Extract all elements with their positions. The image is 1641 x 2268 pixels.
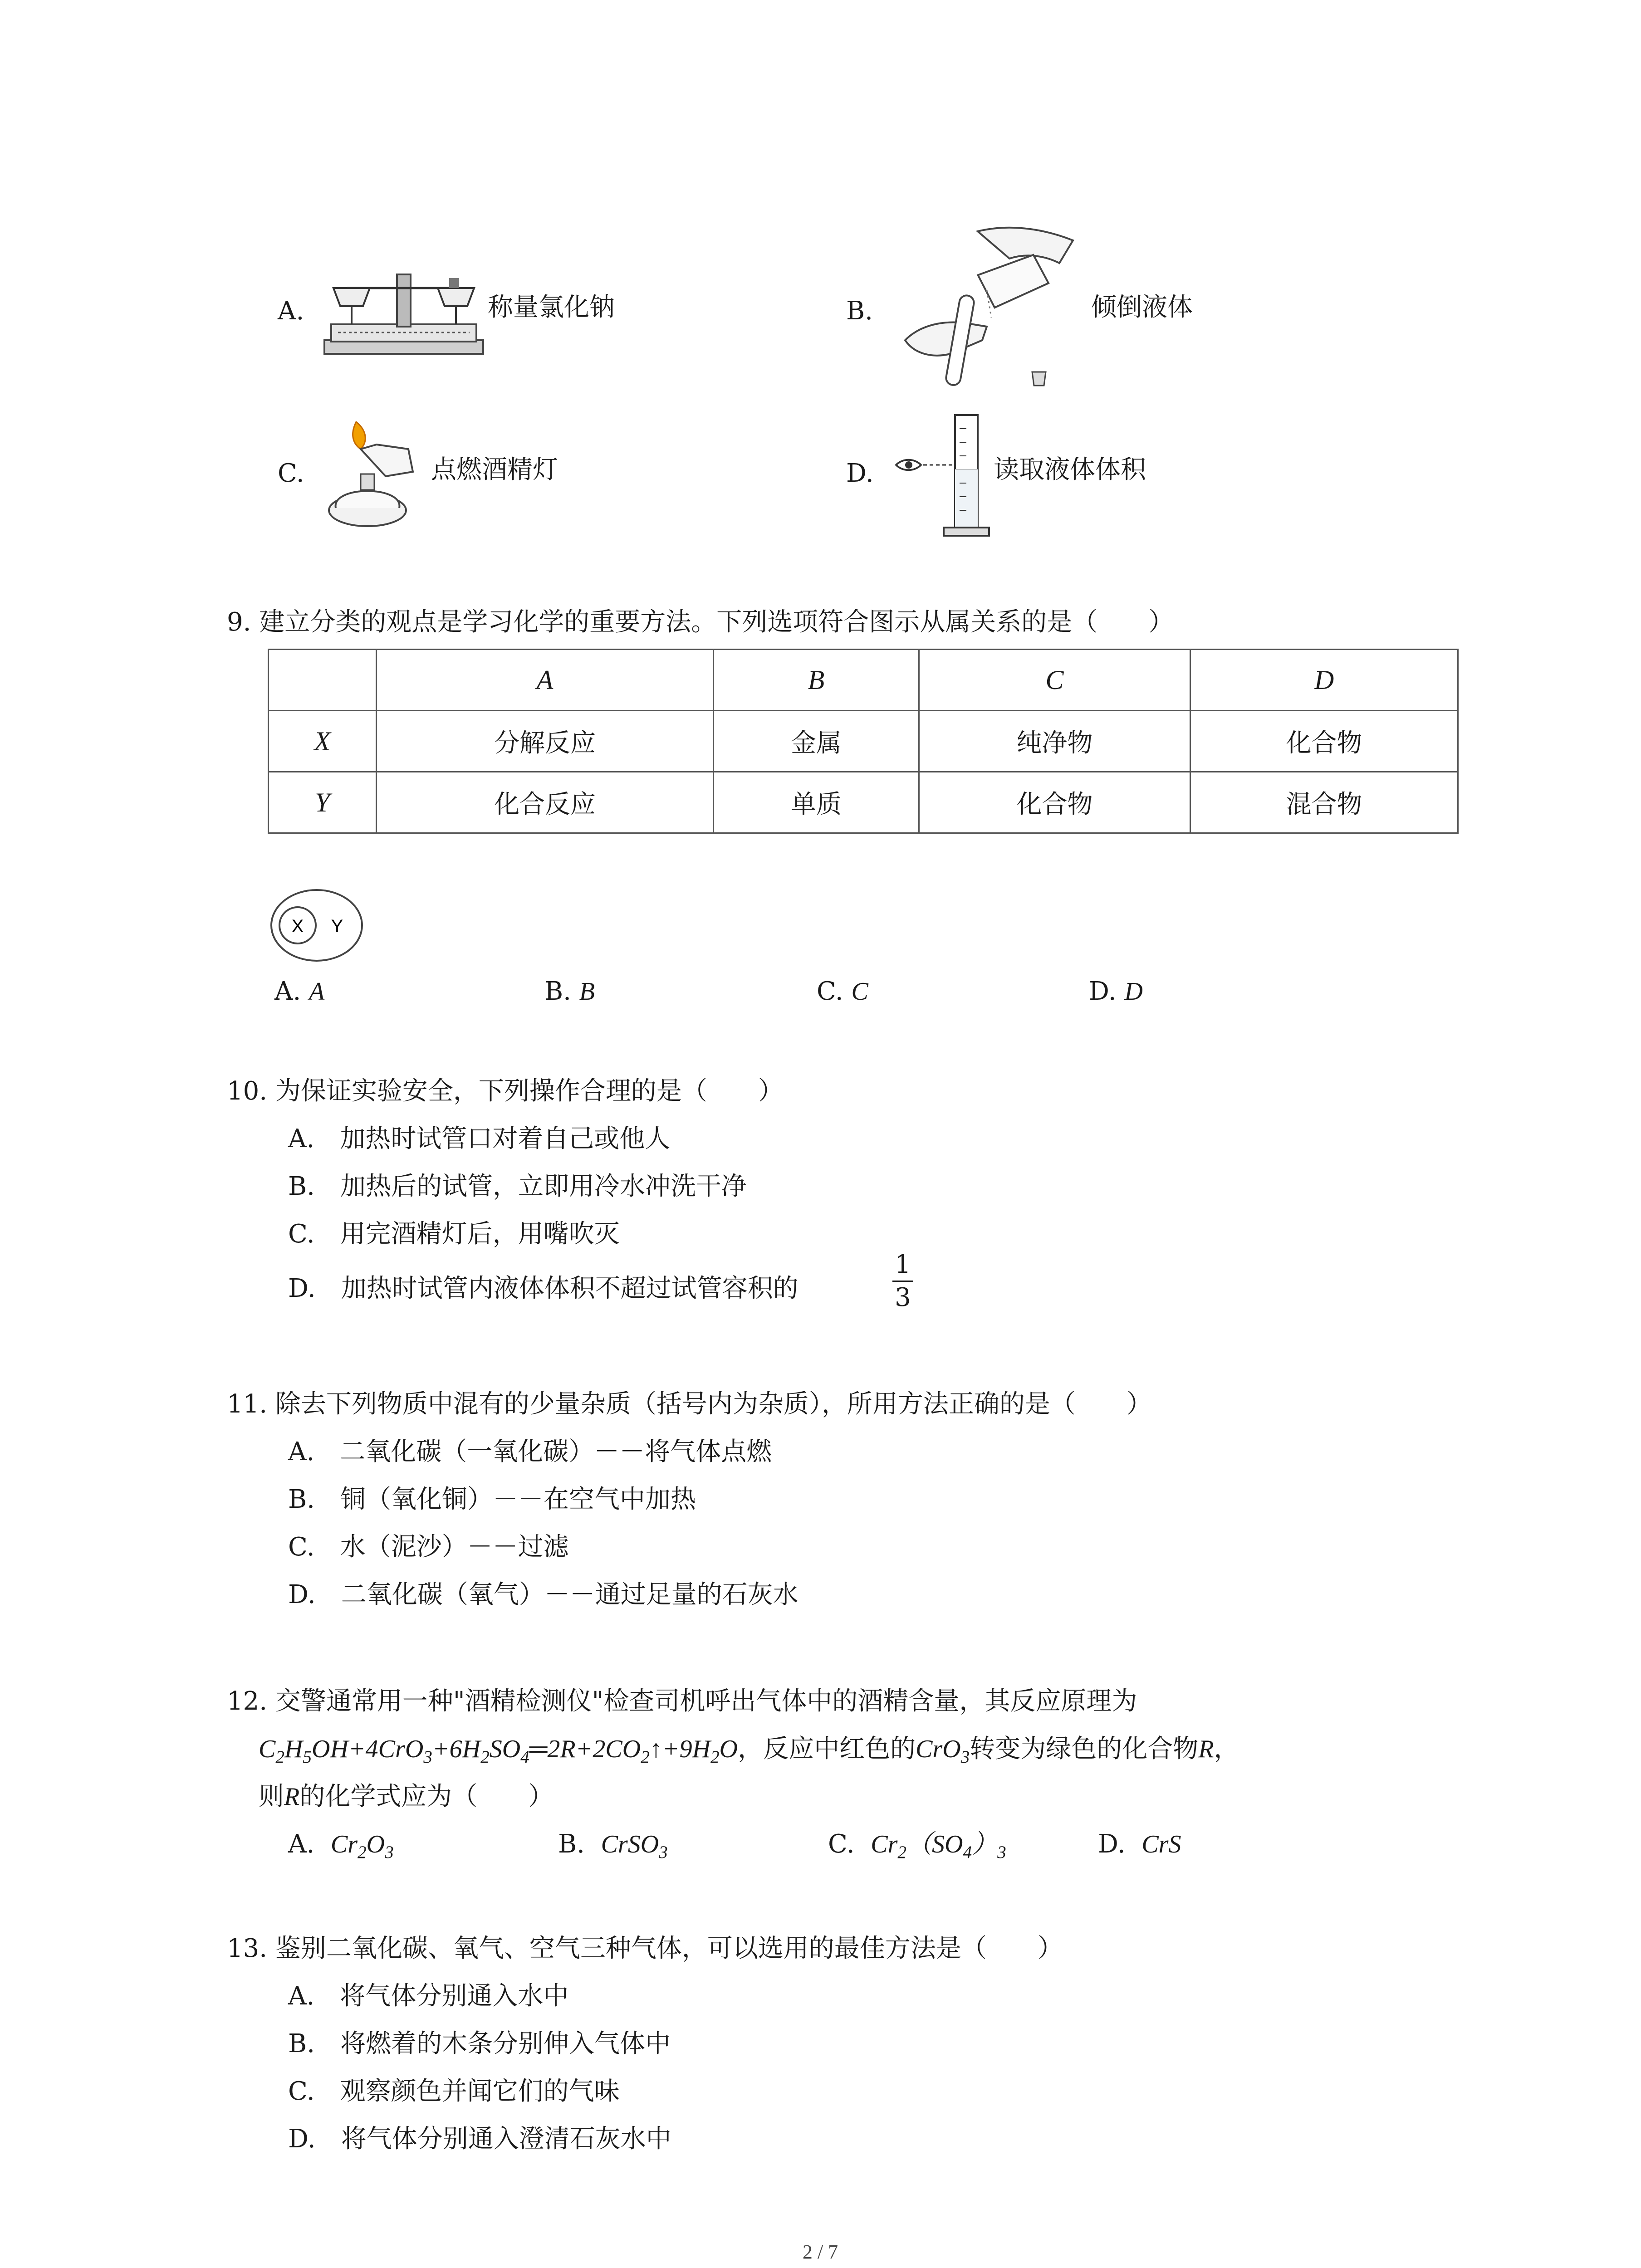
stem-text: 则 — [259, 1782, 284, 1811]
q9-option-a — [274, 975, 324, 1008]
table-row — [269, 711, 1458, 772]
table-cell: 分解反应 — [377, 711, 714, 772]
q13-stem: 13. 鉴别二氧化碳、氧气、空气三种气体，可以选用的最佳方法是（ ） — [227, 1934, 1063, 1963]
q13-option-b: B. 将燃着的木条分别伸入气体中 — [288, 2029, 671, 2058]
q12-option-c — [828, 1828, 1006, 1861]
option-letter: B. — [544, 977, 571, 1006]
q9-option-b — [544, 975, 595, 1008]
table-header-c: C — [919, 650, 1190, 711]
q12-stem-line3 — [259, 1780, 554, 1813]
option-formula: CrSO$_3$ — [601, 1830, 668, 1862]
fraction-numerator: 1 — [895, 1250, 911, 1279]
pouring-liquid-icon — [896, 222, 1087, 404]
table-row — [269, 650, 1458, 711]
option-value: C — [851, 978, 868, 1006]
q12-option-b — [558, 1828, 668, 1861]
option-value: A — [309, 978, 325, 1006]
q11-option-c: C. 水（泥沙）－－过滤 — [288, 1532, 569, 1562]
table-header-a: A — [377, 650, 714, 711]
inner-label: X — [291, 916, 304, 936]
q12-option-d — [1098, 1828, 1181, 1861]
q10-stem: 10. 为保证实验安全，下列操作合理的是（ ） — [227, 1076, 784, 1106]
table-cell: 单质 — [714, 772, 919, 833]
table-row-label-x: X — [269, 711, 377, 772]
q13-option-c: C. 观察颜色并闻它们的气味 — [288, 2077, 620, 2106]
q11-option-b: B. 铜（氧化铜）－－在空气中加热 — [288, 1485, 696, 1514]
q9-option-c — [817, 975, 868, 1008]
option-letter: C. — [817, 977, 843, 1006]
table-cell — [269, 650, 377, 711]
q13-option-d: D. 将气体分别通入澄清石灰水中 — [288, 2124, 671, 2154]
fraction-denominator: 3 — [895, 1283, 911, 1312]
page-number: 2 / 7 — [802, 2241, 838, 2263]
option-letter: C. — [828, 1829, 855, 1859]
fraction-one-third — [892, 1250, 914, 1313]
reaction-equation: $C_2H_5OH+4CrO_3+6H_2SO_4═2R+2CO_2↑+9H_2O$ — [259, 1735, 738, 1767]
q10-option-a: A. 加热时试管口对着自己或他人 — [288, 1124, 671, 1154]
table-row — [269, 772, 1458, 833]
outer-label: Y — [331, 916, 343, 936]
formula-r: R — [284, 1783, 300, 1811]
option-letter: D. — [1098, 1829, 1126, 1859]
formula-cro3: CrO$_3$ — [916, 1735, 970, 1767]
q13-option-a: A. 将气体分别通入水中 — [288, 1981, 569, 2011]
q8-option-c-text: 点燃酒精灯 — [431, 455, 558, 484]
q10-option-c: C. 用完酒精灯后，用嘴吹灭 — [288, 1219, 620, 1249]
q8-option-d-letter: D. — [846, 459, 874, 488]
q8-option-a-text: 称量氯化钠 — [488, 293, 615, 322]
option-value: D — [1124, 978, 1143, 1006]
stem-text: ，反应中红色的 — [738, 1734, 916, 1764]
table-cell: 金属 — [714, 711, 919, 772]
balance-scale-icon — [320, 261, 488, 358]
q10-option-d: D. 加热时试管内液体体积不超过试管容积的 — [288, 1274, 798, 1303]
stem-text: ， — [1214, 1734, 1239, 1764]
option-letter: D. — [1089, 977, 1117, 1006]
alcohol-lamp-icon — [318, 417, 431, 531]
q9-classification-table — [268, 649, 1459, 834]
table-cell: 纯净物 — [919, 711, 1190, 772]
q8-option-d-text: 读取液体体积 — [994, 455, 1146, 484]
stem-text: 转变为绿色的化合物 — [970, 1734, 1199, 1764]
q11-option-d: D. 二氧化碳（氧气）－－通过足量的石灰水 — [288, 1580, 798, 1609]
q12-stem-line1: 12. 交警通常用一种"酒精检测仪"检查司机呼出气体中的酒精含量，其反应原理为 — [227, 1686, 1137, 1716]
option-value: B — [579, 978, 595, 1006]
formula-r: R — [1198, 1735, 1214, 1763]
option-letter: B. — [558, 1829, 585, 1859]
q8-option-a-letter: A. — [278, 296, 304, 326]
option-formula: $Cr_2O_3$ — [330, 1830, 394, 1862]
stem-text: 的化学式应为（ ） — [299, 1782, 554, 1811]
table-header-d: D — [1190, 650, 1458, 711]
table-cell: 混合物 — [1190, 772, 1458, 833]
q8-option-b-text: 倾倒液体 — [1091, 293, 1193, 322]
option-formula: CrS — [1141, 1830, 1181, 1858]
table-row-label-y: Y — [269, 772, 377, 833]
table-cell: 化合物 — [919, 772, 1190, 833]
q11-option-a: A. 二氧化碳（一氧化碳）－－将气体点燃 — [288, 1437, 772, 1466]
q12-stem-line2 — [259, 1733, 1239, 1765]
q11-stem: 11. 除去下列物质中混有的少量杂质（括号内为杂质），所用方法正确的是（ ） — [227, 1389, 1152, 1419]
table-cell: 化合物 — [1190, 711, 1458, 772]
q12-option-a — [288, 1828, 394, 1861]
table-cell: 化合反应 — [377, 772, 714, 833]
q9-stem: 9. 建立分类的观点是学习化学的重要方法。下列选项符合图示从属关系的是（ ） — [227, 607, 1174, 637]
graduated-cylinder-icon — [892, 411, 991, 542]
fraction-bar — [892, 1281, 913, 1282]
option-letter: A. — [288, 1829, 315, 1859]
q9-option-d — [1089, 975, 1143, 1008]
q8-option-c-letter: C. — [278, 459, 304, 488]
venn-diagram — [267, 887, 367, 964]
option-formula: $Cr_2(SO_4)_3$ — [871, 1830, 1006, 1862]
q8-option-b-letter: B. — [846, 296, 873, 326]
option-letter: A. — [274, 977, 301, 1006]
q10-option-b: B. 加热后的试管，立即用冷水冲洗干净 — [288, 1172, 747, 1201]
table-header-b: B — [714, 650, 919, 711]
